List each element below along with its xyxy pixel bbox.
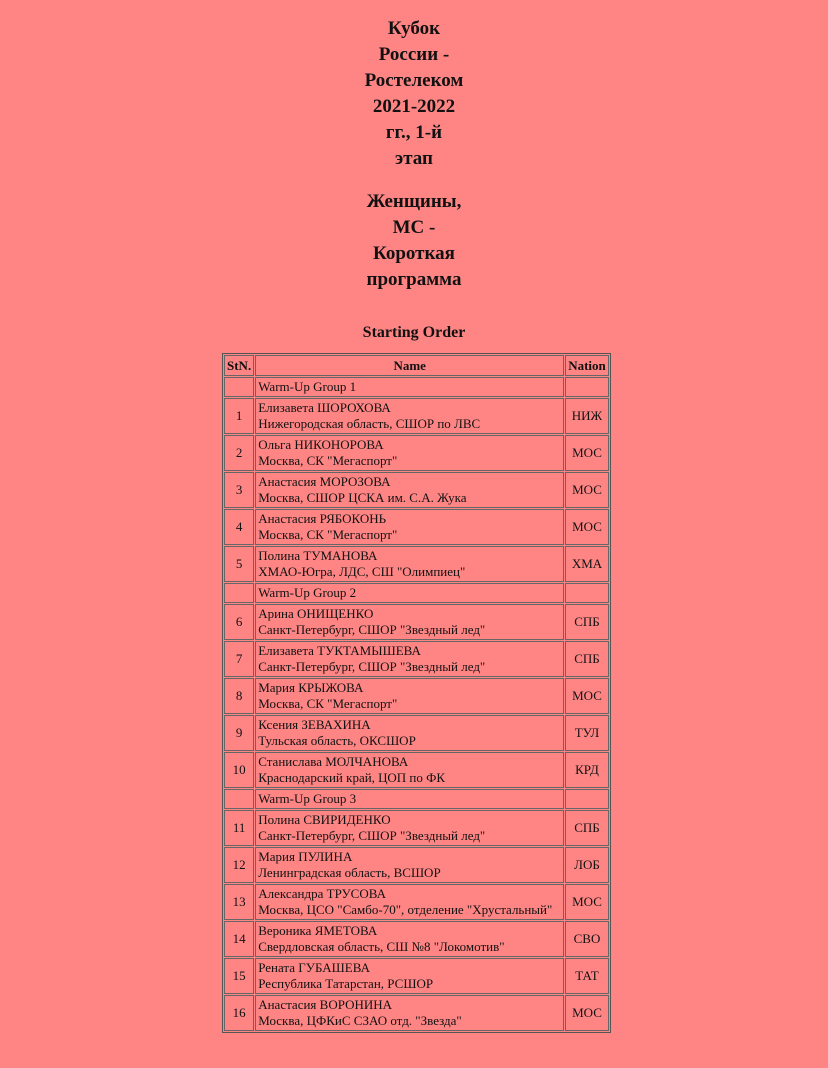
athlete-club: Москва, СК "Мегаспорт" [258, 527, 398, 542]
athlete-name: Елизавета ТУКТАМЫШЕВА [258, 643, 421, 658]
athlete-club: Республика Татарстан, РСШОР [258, 976, 434, 991]
start-number: 13 [224, 884, 254, 920]
athlete-cell [255, 847, 564, 883]
athlete-club: Москва, СШОР ЦСКА им. С.А. Жука [258, 490, 467, 505]
table-row [224, 678, 609, 714]
category-title-line: программа [366, 269, 462, 290]
athlete-nation: МОС [565, 472, 609, 508]
header-stn: StN. [224, 355, 254, 376]
athlete-cell [255, 884, 564, 920]
athlete-nation: ТУЛ [565, 715, 609, 751]
group-label: Warm-Up Group 1 [255, 377, 564, 397]
athlete-nation: СПБ [565, 810, 609, 846]
table-row [224, 847, 609, 883]
athlete-nation: МОС [565, 884, 609, 920]
athlete-name: Ксения ЗЕВАХИНА [258, 717, 371, 732]
page-subtitle: Starting Order [362, 324, 466, 341]
athlete-name: Полина СВИРИДЕНКО [258, 812, 391, 827]
athlete-club: Санкт-Петербург, СШОР "Звездный лед" [258, 659, 486, 674]
start-number: 7 [224, 641, 254, 677]
event-title-line: этап [395, 148, 433, 169]
header-nation: Nation [565, 355, 609, 376]
athlete-club: Москва, ЦСО "Самбо-70", отделение "Хрустальный" [258, 902, 553, 917]
athlete-cell [255, 398, 564, 434]
table-row [224, 958, 609, 994]
athlete-name: Ольга НИКОНОРОВА [258, 437, 384, 452]
start-number: 5 [224, 546, 254, 582]
warmup-group-row [224, 583, 609, 603]
group-nation-cell [565, 377, 609, 397]
start-number: 2 [224, 435, 254, 471]
athlete-name: Арина ОНИЩЕНКО [258, 606, 374, 621]
athlete-name: Анастасия ВОРОНИНА [258, 997, 393, 1012]
group-label: Warm-Up Group 2 [255, 583, 564, 603]
event-title-line: гг., 1-й [385, 122, 443, 143]
table-row [224, 810, 609, 846]
athlete-nation: СВО [565, 921, 609, 957]
athlete-name: Анастасия РЯБОКОНЬ [258, 511, 387, 526]
category-title [0, 189, 828, 293]
athlete-club: Тульская область, ОКСШОР [258, 733, 416, 748]
athlete-nation: МОС [565, 995, 609, 1031]
event-title [0, 0, 828, 172]
athlete-club: ХМАО-Югра, ЛДС, СШ "Олимпиец" [258, 564, 466, 579]
table-row [224, 546, 609, 582]
athlete-club: Москва, СК "Мегаспорт" [258, 453, 398, 468]
start-number: 16 [224, 995, 254, 1031]
group-stn-cell [224, 377, 254, 397]
athlete-cell [255, 810, 564, 846]
category-title-line: Женщины, [366, 191, 462, 212]
group-stn-cell [224, 789, 254, 809]
table-row [224, 921, 609, 957]
start-number: 10 [224, 752, 254, 788]
athlete-cell [255, 715, 564, 751]
athlete-cell [255, 921, 564, 957]
athlete-name: Станислава МОЛЧАНОВА [258, 754, 409, 769]
athlete-nation: СПБ [565, 641, 609, 677]
athlete-cell [255, 546, 564, 582]
start-number: 12 [224, 847, 254, 883]
athlete-club: Свердловская область, СШ №8 "Локомотив" [258, 939, 505, 954]
athlete-nation: КРД [565, 752, 609, 788]
athlete-nation: СПБ [565, 604, 609, 640]
athlete-nation: НИЖ [565, 398, 609, 434]
athlete-name: Анастасия МОРОЗОВА [258, 474, 391, 489]
group-nation-cell [565, 789, 609, 809]
table-row [224, 509, 609, 545]
category-title-line: Короткая [373, 243, 455, 264]
group-label: Warm-Up Group 3 [255, 789, 564, 809]
athlete-club: Ленинградская область, ВСШОР [258, 865, 441, 880]
start-number: 6 [224, 604, 254, 640]
athlete-cell [255, 435, 564, 471]
athlete-cell [255, 604, 564, 640]
athlete-name: Полина ТУМАНОВА [258, 548, 378, 563]
athlete-club: Москва, ЦФКиС СЗАО отд. "Звезда" [258, 1013, 462, 1028]
start-number: 11 [224, 810, 254, 846]
group-nation-cell [565, 583, 609, 603]
athlete-name: Мария КРЫЖОВА [258, 680, 364, 695]
athlete-club: Краснодарский край, ЦОП по ФК [258, 770, 446, 785]
athlete-name: Александра ТРУСОВА [258, 886, 386, 901]
table-row [224, 641, 609, 677]
start-number: 8 [224, 678, 254, 714]
category-title-line: МС - [392, 217, 436, 238]
starting-order-table [222, 353, 611, 1033]
athlete-name: Вероника ЯМЕТОВА [258, 923, 378, 938]
athlete-cell [255, 995, 564, 1031]
athlete-cell [255, 678, 564, 714]
table-row [224, 398, 609, 434]
table-row [224, 435, 609, 471]
table-header-row [224, 355, 609, 376]
table-row [224, 752, 609, 788]
event-title-line: Ростелеком [364, 70, 464, 91]
group-stn-cell [224, 583, 254, 603]
event-title-line: Кубок [387, 18, 441, 39]
athlete-nation: ХМА [565, 546, 609, 582]
start-number: 1 [224, 398, 254, 434]
header-name: Name [255, 355, 564, 376]
athlete-cell [255, 509, 564, 545]
start-number: 3 [224, 472, 254, 508]
athlete-club: Москва, СК "Мегаспорт" [258, 696, 398, 711]
athlete-nation: ЛОБ [565, 847, 609, 883]
table-row [224, 995, 609, 1031]
table-row [224, 604, 609, 640]
athlete-name: Елизавета ШОРОХОВА [258, 400, 391, 415]
athlete-nation: ТАТ [565, 958, 609, 994]
athlete-nation: МОС [565, 678, 609, 714]
event-title-line: России - [378, 44, 450, 65]
athlete-cell [255, 641, 564, 677]
start-number: 9 [224, 715, 254, 751]
athlete-nation: МОС [565, 509, 609, 545]
event-title-line: 2021-2022 [372, 96, 456, 117]
start-number: 14 [224, 921, 254, 957]
athlete-cell [255, 958, 564, 994]
athlete-nation: МОС [565, 435, 609, 471]
athlete-name: Мария ПУЛИНА [258, 849, 353, 864]
athlete-club: Санкт-Петербург, СШОР "Звездный лед" [258, 622, 486, 637]
start-number: 4 [224, 509, 254, 545]
athlete-name: Рената ГУБАШЕВА [258, 960, 370, 975]
table-row [224, 884, 609, 920]
athlete-club: Нижегородская область, СШОР по ЛВС [258, 416, 481, 431]
warmup-group-row [224, 789, 609, 809]
table-row [224, 472, 609, 508]
athlete-club: Санкт-Петербург, СШОР "Звездный лед" [258, 828, 486, 843]
table-row [224, 715, 609, 751]
start-number: 15 [224, 958, 254, 994]
athlete-cell [255, 752, 564, 788]
warmup-group-row [224, 377, 609, 397]
athlete-cell [255, 472, 564, 508]
